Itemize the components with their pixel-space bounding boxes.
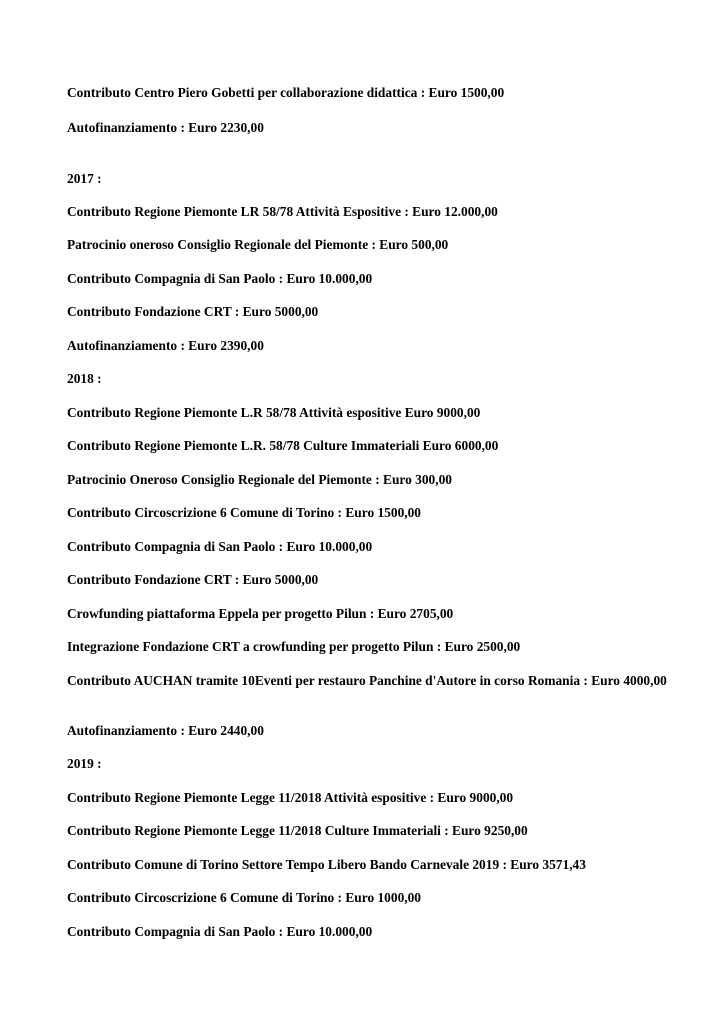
funding-line-consiglio-2017: Patrocinio oneroso Consiglio Regionale del Piemonte : Euro 500,00 bbox=[67, 237, 449, 252]
funding-line-eppela-2018: Crowfunding piattaforma Eppela per progetto Pilun : Euro 2705,00 bbox=[67, 606, 454, 621]
funding-line-autofinanziamento-2018: Autofinanziamento : Euro 2440,00 bbox=[67, 723, 264, 738]
year-heading-2019: 2019 : bbox=[67, 756, 102, 771]
funding-line-comune-carnevale-2019: Contributo Comune di Torino Settore Tempo Libero Bando Carnevale 2019 : Euro 3571,43 bbox=[67, 857, 586, 872]
funding-line-auchan-2018: Contributo AUCHAN tramite 10Eventi per restauro Panchine d'Autore in corso Romania : Euro 4000,00 bbox=[67, 673, 667, 688]
funding-line-regione-espositive-2019: Contributo Regione Piemonte Legge 11/2018 Attività espositive : Euro 9000,00 bbox=[67, 790, 514, 805]
year-heading-2018: 2018 : bbox=[67, 371, 102, 386]
funding-line-crt-2018: Contributo Fondazione CRT : Euro 5000,00 bbox=[67, 572, 319, 587]
funding-line-crt-crowfunding-2018: Integrazione Fondazione CRT a crowfunding per progetto Pilun : Euro 2500,00 bbox=[67, 639, 521, 654]
funding-line-autofinanziamento-2016: Autofinanziamento : Euro 2230,00 bbox=[67, 120, 264, 135]
funding-line-circoscrizione-2019: Contributo Circoscrizione 6 Comune di Torino : Euro 1000,00 bbox=[67, 890, 422, 905]
funding-line-crt-2017: Contributo Fondazione CRT : Euro 5000,00 bbox=[67, 304, 319, 319]
funding-line-regione-2017: Contributo Regione Piemonte LR 58/78 Attività Espositive : Euro 12.000,00 bbox=[67, 204, 498, 219]
funding-line-san-paolo-2018: Contributo Compagnia di San Paolo : Euro 10.000,00 bbox=[67, 539, 373, 554]
funding-line-gobetti: Contributo Centro Piero Gobetti per collaborazione didattica : Euro 1500,00 bbox=[67, 85, 505, 100]
funding-line-consiglio-2018: Patrocinio Oneroso Consiglio Regionale del Piemonte : Euro 300,00 bbox=[67, 472, 452, 487]
funding-line-autofinanziamento-2017: Autofinanziamento : Euro 2390,00 bbox=[67, 338, 264, 353]
funding-line-regione-espositive-2018: Contributo Regione Piemonte L.R 58/78 Attività espositive Euro 9000,00 bbox=[67, 405, 481, 420]
funding-line-circoscrizione-2018: Contributo Circoscrizione 6 Comune di Torino : Euro 1500,00 bbox=[67, 505, 422, 520]
funding-line-san-paolo-2019: Contributo Compagnia di San Paolo : Euro 10.000,00 bbox=[67, 924, 373, 939]
funding-line-regione-culture-2019: Contributo Regione Piemonte Legge 11/2018 Culture Immateriali : Euro 9250,00 bbox=[67, 823, 528, 838]
funding-line-san-paolo-2017: Contributo Compagnia di San Paolo : Euro 10.000,00 bbox=[67, 271, 373, 286]
funding-line-regione-culture-2018: Contributo Regione Piemonte L.R. 58/78 Culture Immateriali Euro 6000,00 bbox=[67, 438, 499, 453]
year-heading-2017: 2017 : bbox=[67, 171, 102, 186]
